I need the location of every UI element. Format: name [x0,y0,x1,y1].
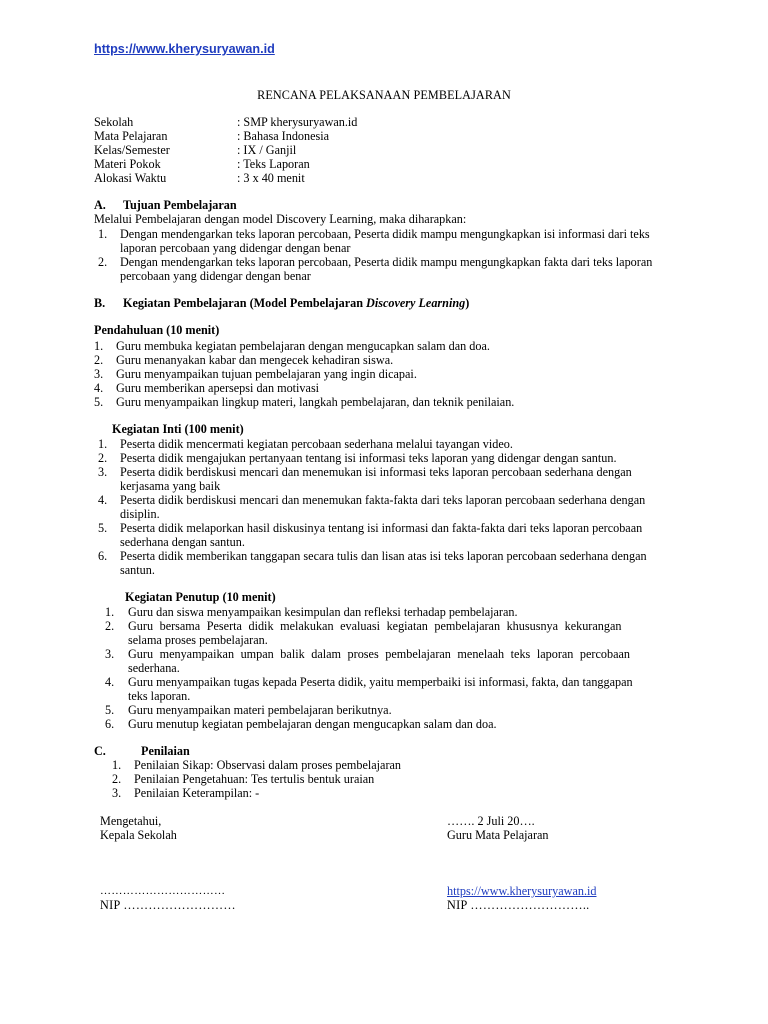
list-item: Peserta didik mencermati kegiatan percobaan sederhana melalui tayangan video. [120,437,513,451]
section-b-heading-italic: Discovery Learning [366,296,466,310]
list-item-continuation: teks laporan. [128,689,191,703]
list-item: Peserta didik melaporkan hasil diskusinya tentang isi informasi dan fakta-fakta dari teks laporan percobaan [120,521,643,535]
identity-label-materi: Materi Pokok [94,157,161,171]
section-a-intro: Melalui Pembelajaran dengan model Discovery Learning, maka diharapkan: [94,212,467,226]
section-b-heading-prefix: Kegiatan Pembelajaran (Model Pembelajaran [123,296,367,310]
list-item-number: 6. [98,549,108,563]
section-a-heading: Tujuan Pembelajaran [123,198,237,212]
section-a-letter: A. [94,198,106,212]
list-item: Guru menutup kegiatan pembelajaran dengan mengucapkan salam dan doa. [128,717,497,731]
signature-left-name-line: …………………………… [100,885,226,897]
list-item-continuation: santun. [120,563,155,577]
list-item-number: 1. [105,605,115,619]
identity-value-materi: : Teks Laporan [237,157,310,171]
identity-label-sekolah: Sekolah [94,115,134,129]
list-item-number: 1. [98,437,108,451]
list-item: Guru menanyakan kabar dan mengecek kehadiran siswa. [116,353,394,367]
pendahuluan-heading: Pendahuluan (10 menit) [94,323,220,337]
list-item: Peserta didik berdiskusi mencari dan menemukan isi informasi teks laporan percobaan sederhana dengan [120,465,632,479]
list-item-number: 6. [105,717,115,731]
list-item: Guru membuka kegiatan pembelajaran dengan mengucapkan salam dan doa. [116,339,490,353]
list-item-continuation: disiplin. [120,507,160,521]
identity-value-kelas: : IX / Ganjil [237,143,297,157]
list-item: Guru dan siswa menyampaikan kesimpulan dan refleksi terhadap pembelajaran. [128,605,518,619]
list-item-number: 2. [94,353,104,367]
section-c-letter: C. [94,744,106,758]
list-item: Guru bersama Peserta didik melakukan evaluasi kegiatan pembelajaran khususnya kekurangan [128,619,622,633]
signature-right-nip: NIP ……………………….. [447,898,590,912]
list-item: Peserta didik mengajukan pertanyaan tentang isi informasi teks laporan yang didengar dengan santun. [120,451,617,465]
list-item: Guru menyampaikan tujuan pembelajaran yang ingin dicapai. [116,367,417,381]
list-item-number: 5. [94,395,104,409]
section-b-heading-suffix: ) [465,296,470,310]
section-b-letter: B. [94,296,106,310]
list-item-number: 3. [94,367,104,381]
list-item-number: 2. [105,619,115,633]
list-item-number: 4. [94,381,104,395]
list-item: Guru memberikan apersepsi dan motivasi [116,381,320,395]
inti-heading: Kegiatan Inti (100 menit) [112,422,244,436]
tujuan-item-line: percobaan yang didengar dengan benar [120,269,311,283]
signature-right-role: Guru Mata Pelajaran [447,828,549,842]
section-c-heading: Penilaian [141,744,190,758]
signature-left-nip: NIP ……………………… [100,898,236,912]
list-item-number: 5. [105,703,115,717]
list-item-number: 1. [112,758,122,772]
list-item-number: 1. [94,339,104,353]
identity-value-mapel: : Bahasa Indonesia [237,129,330,143]
list-item-number: 2. [112,772,122,786]
list-item: Guru menyampaikan lingkup materi, langkah pembelajaran, dan teknik penilaian. [116,395,515,409]
identity-value-sekolah: : SMP kherysuryawan.id [237,115,358,129]
list-item: Guru menyampaikan materi pembelajaran berikutnya. [128,703,392,717]
list-item-number: 3. [98,465,108,479]
list-item-continuation: sederhana dengan santun. [120,535,245,549]
list-item-number: 4. [98,493,108,507]
list-item-number: 2. [98,451,108,465]
header-url-link[interactable]: https://www.kherysuryawan.id [94,42,275,56]
identity-value-alokasi: : 3 x 40 menit [237,171,305,185]
signature-right-date: ……. 2 Juli 20…. [447,814,535,828]
identity-label-kelas: Kelas/Semester [94,143,170,157]
list-item-continuation: sederhana. [128,661,180,675]
list-item-number: 4. [105,675,115,689]
list-item: Penilaian Pengetahuan: Tes tertulis bentuk uraian [134,772,375,786]
list-item-number: 3. [112,786,122,800]
list-item: Peserta didik berdiskusi mencari dan menemukan fakta-fakta dari teks laporan percobaan sederhana dengan [120,493,646,507]
list-item: Penilaian Keterampilan: - [134,786,260,800]
tujuan-item-line: Dengan mendengarkan teks laporan percobaan, Peserta didik mampu mengungkapkan isi informasi dari teks [120,227,650,241]
signature-right-url-link[interactable]: https://www.kherysuryawan.id [447,884,597,898]
list-item-number: 3. [105,647,115,661]
penutup-heading: Kegiatan Penutup (10 menit) [125,590,276,604]
list-item: Guru menyampaikan tugas kepada Peserta didik, yaitu memperbaiki isi informasi, fakta, dan tanggapan [128,675,633,689]
tujuan-item-line: Dengan mendengarkan teks laporan percobaan, Peserta didik mampu mengungkapkan fakta dari teks laporan [120,255,653,269]
tujuan-item-line: laporan percobaan yang didengar dengan benar [120,241,351,255]
list-item-continuation: kerjasama yang baik [120,479,221,493]
identity-label-mapel: Mata Pelajaran [94,129,168,143]
list-item: Guru menyampaikan umpan balik dalam proses pembelajaran menelaah teks laporan percobaan [128,647,631,661]
list-item-continuation: selama proses pembelajaran. [128,633,268,647]
list-item: Penilaian Sikap: Observasi dalam proses pembelajaran [134,758,402,772]
tujuan-item-number: 2. [98,255,108,269]
tujuan-item-number: 1. [98,227,108,241]
document-title: RENCANA PELAKSANAAN PEMBELAJARAN [257,88,511,102]
signature-left-acknowledged: Mengetahui, [100,814,162,828]
list-item-number: 5. [98,521,108,535]
signature-left-role: Kepala Sekolah [100,828,177,842]
identity-label-alokasi: Alokasi Waktu [94,171,167,185]
section-b-heading [123,296,469,311]
list-item: Peserta didik memberikan tanggapan secara tulis dan lisan atas isi teks laporan percobaan sederhana dengan [120,549,647,563]
